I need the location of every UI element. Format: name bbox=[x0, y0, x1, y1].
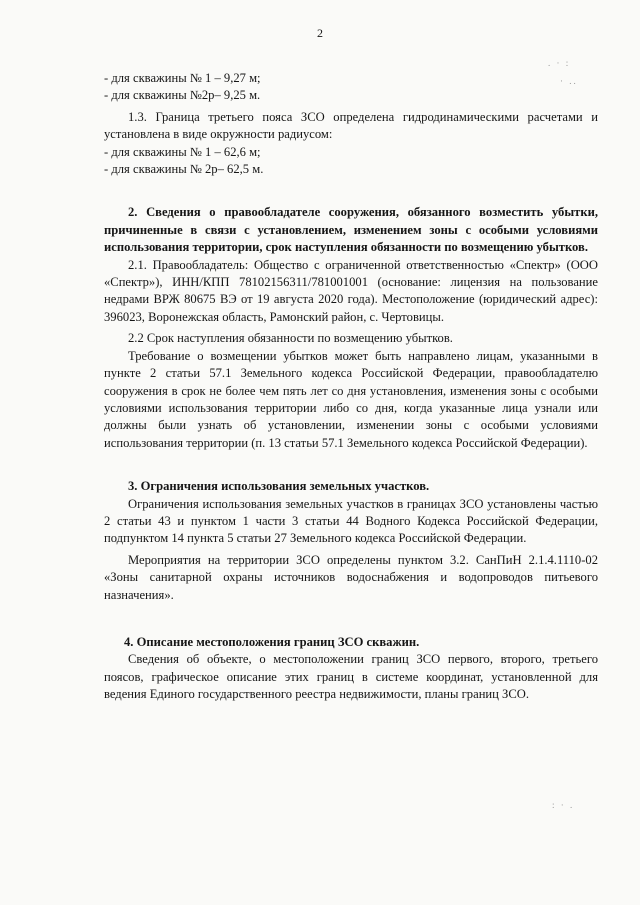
section-3-restrictions-paragraph: Ограничения использования земельных участков в границах ЗСО установлены частью 2 статьи 43 и пунктом 1 части 3 статьи 44 Водного Кодекса Российской Федерации, подпунктом 14 пункта 5 статьи 27 Земельного кодекса Российской Федерации. bbox=[104, 496, 598, 546]
section-2-2-paragraph: 2.2 Срок наступления обязанности по возмещению убытков. bbox=[128, 331, 453, 346]
document-body bbox=[104, 70, 598, 704]
scan-noise-top-2: · .. bbox=[560, 76, 578, 86]
radius-line-well-2r: - для скважины № 2р– 62,5 м. bbox=[104, 162, 264, 177]
section-3-heading: 3. Ограничения использования земельных участков. bbox=[128, 479, 430, 494]
radius-line-well-1: - для скважины № 1 – 62,6 м; bbox=[104, 144, 261, 159]
intro-line-well-2r: - для скважины №2р– 9,25 м. bbox=[104, 88, 261, 103]
intro-line-well-1: - для скважины № 1 – 9,27 м; bbox=[104, 71, 261, 85]
section-4-heading: 4. Описание местоположения границ ЗСО скважин. bbox=[124, 634, 420, 649]
section-3-measures-paragraph: Мероприятия на территории ЗСО определены пунктом 3.2. СанПиН 2.1.4.1110-02 «Зоны санитарной охраны источников водоснабжения и водопроводов питьевого назначения». bbox=[104, 552, 598, 602]
section-2-heading: 2. Сведения о правообладателе сооружения, обязанного возместить убытки, причиненные в связи с установлением, изменением зоны с особыми условиями использования территории, срок наступления обязанности по возмещению убытков. bbox=[104, 205, 598, 255]
section-4-paragraph: Сведения об объекте, о местоположении границ ЗСО первого, второго, третьего поясов, графическое описание этих границ в системе координат, установленной для ведения Единого государственного реестра недвижимости, планы границ ЗСО. bbox=[104, 652, 598, 702]
page-number: 2 bbox=[317, 26, 323, 40]
section-2-requirement-paragraph: Требование о возмещении убытков может быть направлено лицам, указанными в пункте 2 статьи 57.1 Земельного кодекса Российской Федерации, правообладателю сооружения в срок не более чем пять лет со дня установления, изменения зоны с особыми условиями использования территории либо со дня, когда указанные лица узнали или должны были узнать об установлении, изменении зоны с особыми условиями использования территории (п. 13 статьи 57.1 Земельного кодекса Российской Федерации). bbox=[104, 348, 598, 450]
scan-noise-bottom: : · . bbox=[552, 800, 575, 810]
paragraph-1-3: 1.3. Граница третьего пояса ЗСО определена гидродинамическими расчетами и установлена в виде окружности радиусом: bbox=[104, 109, 598, 142]
scan-noise-top: . · : bbox=[548, 58, 571, 68]
section-2-1-paragraph: 2.1. Правообладатель: Общество с ограниченной ответственностью «Спектр» (ООО «Спектр»), ИНН/КПП 78102156311/781001001 (основание: лицензия на пользование недрами ВРЖ 80675 ВЭ от 19 августа 2020 года). Местоположение (юридический адрес): 396023, Воронежская область, Рамонский район, с. Чертовицы. bbox=[104, 257, 598, 324]
